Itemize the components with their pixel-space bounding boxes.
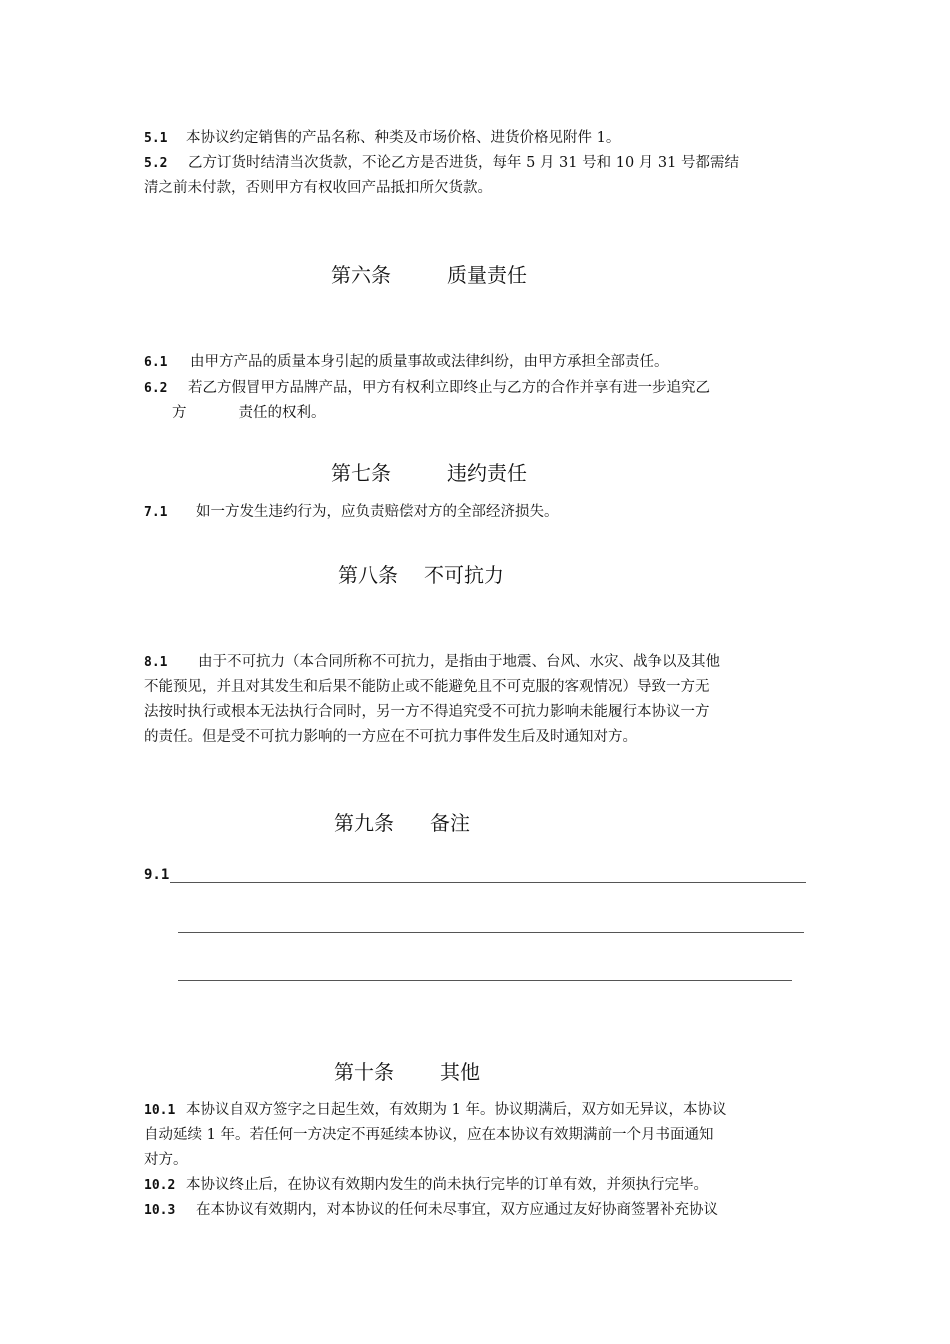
clause-text: 若乙方假冒甲方品牌产品，甲方有权利立即终止与乙方的合作并享有进一步追究乙 <box>188 380 710 396</box>
remarks-blank-line-1 <box>170 882 806 883</box>
clause-5-2-line1 <box>144 151 808 176</box>
clause-7-1 <box>144 500 808 525</box>
clause-number: 8.1 <box>144 655 168 670</box>
section-heading-10 <box>334 1058 480 1086</box>
clause-number: 6.2 <box>144 381 168 396</box>
heading-title: 备注 <box>430 811 470 835</box>
clause-9-1-label: 9.1 <box>144 867 170 883</box>
section-heading-6 <box>331 261 527 289</box>
clause-text: 本协议自双方签字之日起生效，有效期为 1 年。协议期满后，双方如无异议，本协议 <box>186 1102 727 1118</box>
clause-number: 7.1 <box>144 505 168 520</box>
clause-number: 5.2 <box>144 156 168 171</box>
clause-number: 10.3 <box>144 1203 176 1218</box>
section-heading-9 <box>334 809 470 837</box>
clause-6-1 <box>144 350 808 375</box>
clause-5-1 <box>144 126 808 151</box>
clause-6-2-line1 <box>144 376 808 401</box>
heading-article: 第六条 <box>331 263 391 287</box>
clause-text: 乙方订货时结清当次货款，不论乙方是否进货，每年 5 月 31 号和 10 月 31 号都需结 <box>188 155 739 171</box>
clause-8-1-line2: 不能预见，并且对其发生和后果不能防止或不能避免且不可克服的客观情况）导致一方无 <box>144 679 710 695</box>
heading-article: 第九条 <box>334 811 394 835</box>
clause-text: 在本协议有效期内，对本协议的任何未尽事宜，双方应通过友好协商签署补充协议 <box>196 1202 718 1218</box>
clause-10-3 <box>144 1198 808 1223</box>
clause-8-1-line1 <box>144 650 808 675</box>
clause-10-2 <box>144 1173 808 1198</box>
clause-10-1-line2: 自动延续 1 年。若任何一方决定不再延续本协议，应在本协议有效期满前一个月书面通知 <box>144 1127 714 1143</box>
clause-6-2-line2 <box>172 401 836 425</box>
clause-number: 10.1 <box>144 1103 176 1118</box>
clause-5-2-line2: 清之前未付款，否则甲方有权收回产品抵扣所欠货款。 <box>144 180 492 196</box>
clause-text: 本协议约定销售的产品名称、种类及市场价格、进货价格见附件 1。 <box>186 130 621 146</box>
heading-title: 其他 <box>440 1060 480 1084</box>
section-heading-7 <box>331 459 527 487</box>
clause-text: 方 <box>172 405 187 421</box>
clause-number: 10.2 <box>144 1178 176 1193</box>
clause-text: 由于不可抗力（本合同所称不可抗力，是指由于地震、台风、水灾、战争以及其他 <box>198 654 720 670</box>
clause-number: 5.1 <box>144 131 168 146</box>
clause-text: 如一方发生违约行为，应负责赔偿对方的全部经济损失。 <box>196 504 559 520</box>
remarks-blank-line-2 <box>178 932 804 933</box>
clause-text: 本协议终止后，在协议有效期内发生的尚未执行完毕的订单有效，并须执行完毕。 <box>186 1177 708 1193</box>
heading-title: 不可抗力 <box>424 563 504 587</box>
clause-text: 由甲方产品的质量本身引起的质量事故或法律纠纷，由甲方承担全部责任。 <box>190 354 669 370</box>
section-heading-8 <box>338 561 504 589</box>
clause-8-1-line4: 的责任。但是受不可抗力影响的一方应在不可抗力事件发生后及时通知对方。 <box>144 729 637 745</box>
heading-article: 第八条 <box>338 563 398 587</box>
heading-article: 第七条 <box>331 461 391 485</box>
heading-article: 第十条 <box>334 1060 394 1084</box>
clause-10-1-line1 <box>144 1098 808 1123</box>
clause-8-1-line3: 法按时执行或根本无法执行合同时，另一方不得追究受不可抗力影响未能履行本协议一方 <box>144 704 710 720</box>
heading-title: 违约责任 <box>447 461 527 485</box>
heading-title: 质量责任 <box>447 263 527 287</box>
remarks-blank-line-3 <box>178 980 792 981</box>
clause-number: 6.1 <box>144 355 168 370</box>
clause-text: 责任的权利。 <box>238 405 326 421</box>
clause-10-1-line3: 对方。 <box>144 1152 188 1168</box>
